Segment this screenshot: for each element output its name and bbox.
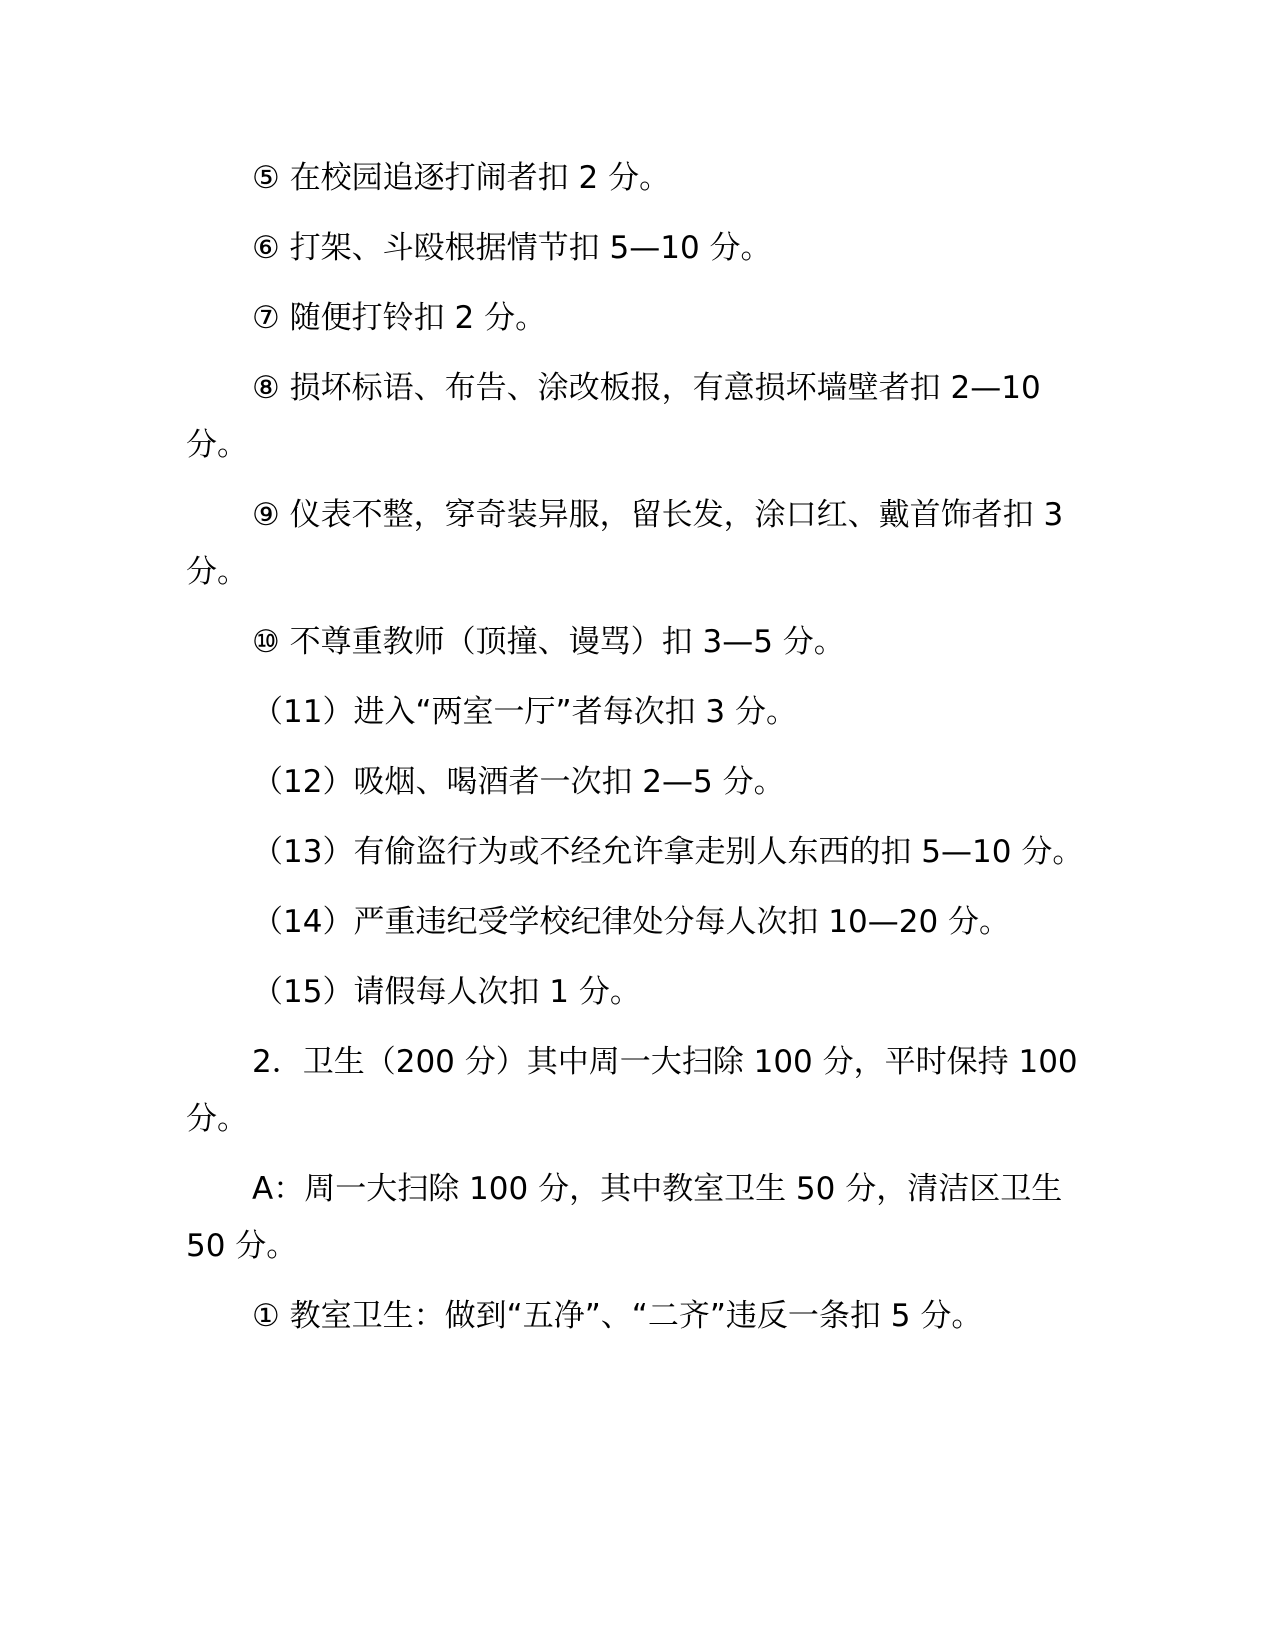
rule-item-13: （13）有偷盗行为或不经允许拿走别人东西的扣 5—10 分。 bbox=[252, 834, 1084, 870]
rule-item-14: （14）严重违纪受学校纪律处分每人次扣 10—20 分。 bbox=[252, 904, 1011, 940]
rule-item-8: ⑧ 损坏标语、布告、涂改板报，有意损坏墙壁者扣 2—10 分。 bbox=[186, 370, 1041, 463]
rule-item-15: （15）请假每人次扣 1 分。 bbox=[252, 974, 641, 1010]
section-a-weekly-cleaning: A：周一大扫除 100 分，其中教室卫生 50 分，清洁区卫生 50 分。 bbox=[186, 1171, 1063, 1264]
rule-item-7: ⑦ 随便打铃扣 2 分。 bbox=[252, 300, 547, 336]
rule-item-10: ⑩ 不尊重教师（顶撞、谩骂）扣 3—5 分。 bbox=[252, 624, 845, 660]
rule-item-12: （12）吸烟、喝酒者一次扣 2—5 分。 bbox=[252, 764, 785, 800]
rule-item-6: ⑥ 打架、斗殴根据情节扣 5—10 分。 bbox=[252, 230, 772, 266]
section-hygiene-heading: 2．卫生（200 分）其中周一大扫除 100 分，平时保持 100 分。 bbox=[186, 1044, 1078, 1137]
classroom-hygiene-rule: ① 教室卫生：做到“五净”、“二齐”违反一条扣 5 分。 bbox=[252, 1298, 983, 1334]
rule-item-5: ⑤ 在校园追逐打闹者扣 2 分。 bbox=[252, 160, 671, 196]
rule-item-11: （11）进入“两室一厅”者每次扣 3 分。 bbox=[252, 694, 797, 730]
rule-item-9: ⑨ 仪表不整，穿奇装异服，留长发，涂口红、戴首饰者扣 3 分。 bbox=[186, 497, 1064, 590]
document-page bbox=[186, 150, 1084, 1358]
